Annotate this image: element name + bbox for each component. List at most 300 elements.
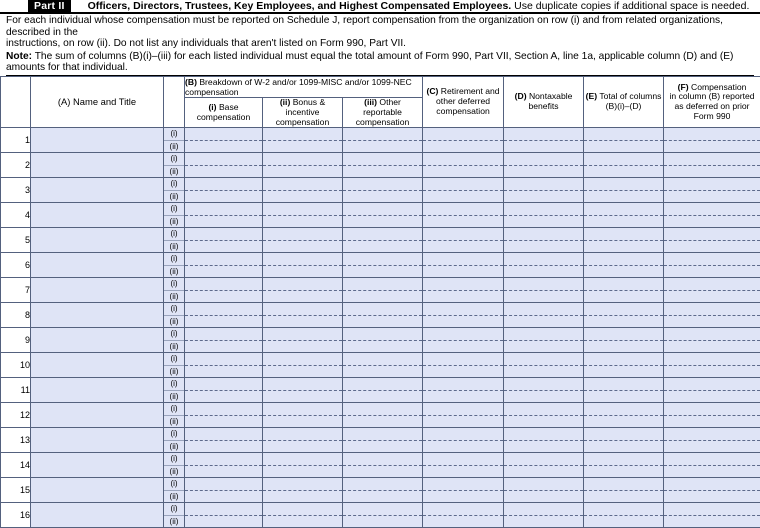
cell-c[interactable] <box>423 478 504 503</box>
cell-d-ii[interactable] <box>504 216 583 228</box>
cell-b-ii-i[interactable] <box>263 478 342 491</box>
cell-c[interactable] <box>423 328 504 353</box>
cell-c-ii[interactable] <box>423 216 503 228</box>
name-and-title-input[interactable] <box>31 353 164 378</box>
cell-c-ii[interactable] <box>423 141 503 153</box>
cell-b-i[interactable] <box>185 478 263 503</box>
cell-e[interactable] <box>584 428 664 453</box>
cell-e-i[interactable] <box>584 153 663 166</box>
cell-b-iii-ii[interactable] <box>343 316 422 328</box>
cell-e-ii[interactable] <box>584 191 663 203</box>
cell-b-i-ii[interactable] <box>185 216 262 228</box>
cell-b-ii[interactable] <box>263 478 343 503</box>
cell-e[interactable] <box>584 453 664 478</box>
name-and-title-input[interactable] <box>31 253 164 278</box>
cell-e-ii[interactable] <box>584 466 663 478</box>
cell-d[interactable] <box>504 228 584 253</box>
cell-b-ii-ii[interactable] <box>263 141 342 153</box>
cell-b-ii-ii[interactable] <box>263 266 342 278</box>
cell-b-i-i[interactable] <box>185 328 262 341</box>
cell-b-ii-i[interactable] <box>263 128 342 141</box>
cell-b-iii-ii[interactable] <box>343 516 422 528</box>
cell-b-iii-i[interactable] <box>343 178 422 191</box>
cell-c-ii[interactable] <box>423 466 503 478</box>
cell-b-i-i[interactable] <box>185 228 262 241</box>
cell-b-i-ii[interactable] <box>185 191 262 203</box>
cell-f-ii[interactable] <box>664 266 760 278</box>
cell-e-ii[interactable] <box>584 366 663 378</box>
cell-b-iii[interactable] <box>343 478 423 503</box>
cell-c-ii[interactable] <box>423 516 503 528</box>
cell-d-i[interactable] <box>504 153 583 166</box>
cell-d-ii[interactable] <box>504 491 583 503</box>
cell-d[interactable] <box>504 378 584 403</box>
cell-c[interactable] <box>423 128 504 153</box>
cell-d[interactable] <box>504 328 584 353</box>
cell-f[interactable] <box>664 328 760 353</box>
cell-b-i-i[interactable] <box>185 153 262 166</box>
cell-b-iii-ii[interactable] <box>343 341 422 353</box>
cell-d[interactable] <box>504 253 584 278</box>
cell-b-ii-ii[interactable] <box>263 416 342 428</box>
cell-e-ii[interactable] <box>584 391 663 403</box>
cell-e-i[interactable] <box>584 353 663 366</box>
cell-e[interactable] <box>584 378 664 403</box>
cell-d-i[interactable] <box>504 378 583 391</box>
cell-e-ii[interactable] <box>584 516 663 528</box>
cell-b-ii[interactable] <box>263 128 343 153</box>
cell-f[interactable] <box>664 378 760 403</box>
name-and-title-input[interactable] <box>31 178 164 203</box>
cell-c-i[interactable] <box>423 303 503 316</box>
cell-e-ii[interactable] <box>584 216 663 228</box>
cell-b-ii-i[interactable] <box>263 353 342 366</box>
cell-b-i[interactable] <box>185 353 263 378</box>
name-and-title-input[interactable] <box>31 328 164 353</box>
cell-b-i[interactable] <box>185 203 263 228</box>
cell-b-i-i[interactable] <box>185 203 262 216</box>
cell-c-ii[interactable] <box>423 441 503 453</box>
cell-d-i[interactable] <box>504 253 583 266</box>
cell-b-iii-i[interactable] <box>343 378 422 391</box>
cell-f-i[interactable] <box>664 253 760 266</box>
cell-b-i[interactable] <box>185 428 263 453</box>
cell-b-i-ii[interactable] <box>185 241 262 253</box>
cell-c-ii[interactable] <box>423 241 503 253</box>
cell-f[interactable] <box>664 203 760 228</box>
cell-e-i[interactable] <box>584 503 663 516</box>
cell-f[interactable] <box>664 478 760 503</box>
cell-b-i-i[interactable] <box>185 428 262 441</box>
cell-b-i-i[interactable] <box>185 278 262 291</box>
cell-f-ii[interactable] <box>664 441 760 453</box>
cell-b-i-ii[interactable] <box>185 441 262 453</box>
cell-d-ii[interactable] <box>504 441 583 453</box>
cell-d-i[interactable] <box>504 403 583 416</box>
cell-b-iii-i[interactable] <box>343 403 422 416</box>
cell-d-ii[interactable] <box>504 516 583 528</box>
cell-d-ii[interactable] <box>504 466 583 478</box>
name-and-title-input[interactable] <box>31 128 164 153</box>
cell-b-i[interactable] <box>185 228 263 253</box>
cell-f-ii[interactable] <box>664 191 760 203</box>
cell-c-i[interactable] <box>423 353 503 366</box>
cell-e[interactable] <box>584 478 664 503</box>
cell-b-iii-ii[interactable] <box>343 166 422 178</box>
cell-c-ii[interactable] <box>423 491 503 503</box>
cell-b-ii[interactable] <box>263 178 343 203</box>
cell-f-i[interactable] <box>664 203 760 216</box>
cell-c-ii[interactable] <box>423 266 503 278</box>
cell-e-i[interactable] <box>584 253 663 266</box>
cell-b-iii-i[interactable] <box>343 253 422 266</box>
cell-b-iii-ii[interactable] <box>343 266 422 278</box>
cell-c-ii[interactable] <box>423 416 503 428</box>
cell-e[interactable] <box>584 228 664 253</box>
cell-b-ii[interactable] <box>263 428 343 453</box>
cell-b-iii[interactable] <box>343 453 423 478</box>
cell-b-iii[interactable] <box>343 178 423 203</box>
cell-b-iii[interactable] <box>343 128 423 153</box>
cell-b-ii-ii[interactable] <box>263 491 342 503</box>
cell-e-ii[interactable] <box>584 166 663 178</box>
cell-b-ii-ii[interactable] <box>263 216 342 228</box>
cell-b-ii-ii[interactable] <box>263 441 342 453</box>
cell-f-i[interactable] <box>664 153 760 166</box>
cell-c[interactable] <box>423 203 504 228</box>
cell-b-iii-i[interactable] <box>343 303 422 316</box>
cell-c-i[interactable] <box>423 178 503 191</box>
cell-b-i[interactable] <box>185 453 263 478</box>
cell-f-ii[interactable] <box>664 216 760 228</box>
cell-b-i[interactable] <box>185 253 263 278</box>
cell-b-ii[interactable] <box>263 303 343 328</box>
cell-b-iii[interactable] <box>343 228 423 253</box>
cell-b-i-i[interactable] <box>185 403 262 416</box>
cell-d-i[interactable] <box>504 128 583 141</box>
cell-b-i-ii[interactable] <box>185 166 262 178</box>
cell-b-ii[interactable] <box>263 203 343 228</box>
cell-b-i-ii[interactable] <box>185 391 262 403</box>
cell-c-i[interactable] <box>423 503 503 516</box>
cell-e-i[interactable] <box>584 453 663 466</box>
cell-b-ii-ii[interactable] <box>263 366 342 378</box>
cell-e-ii[interactable] <box>584 316 663 328</box>
cell-b-i[interactable] <box>185 128 263 153</box>
cell-f-i[interactable] <box>664 328 760 341</box>
cell-d-ii[interactable] <box>504 341 583 353</box>
cell-c[interactable] <box>423 253 504 278</box>
cell-d[interactable] <box>504 478 584 503</box>
cell-f-i[interactable] <box>664 403 760 416</box>
cell-e-i[interactable] <box>584 178 663 191</box>
cell-e-ii[interactable] <box>584 416 663 428</box>
cell-b-i-i[interactable] <box>185 253 262 266</box>
cell-d-i[interactable] <box>504 478 583 491</box>
cell-d[interactable] <box>504 203 584 228</box>
cell-c[interactable] <box>423 378 504 403</box>
cell-b-ii-i[interactable] <box>263 328 342 341</box>
cell-f-ii[interactable] <box>664 366 760 378</box>
cell-b-ii-i[interactable] <box>263 278 342 291</box>
cell-d[interactable] <box>504 503 584 528</box>
cell-c[interactable] <box>423 353 504 378</box>
cell-b-i-ii[interactable] <box>185 341 262 353</box>
cell-f[interactable] <box>664 228 760 253</box>
cell-b-ii[interactable] <box>263 378 343 403</box>
cell-e-ii[interactable] <box>584 266 663 278</box>
cell-b-ii-ii[interactable] <box>263 516 342 528</box>
cell-c[interactable] <box>423 403 504 428</box>
cell-d-i[interactable] <box>504 278 583 291</box>
cell-b-ii-ii[interactable] <box>263 466 342 478</box>
cell-f-i[interactable] <box>664 353 760 366</box>
cell-f[interactable] <box>664 253 760 278</box>
cell-f-ii[interactable] <box>664 316 760 328</box>
cell-b-i-i[interactable] <box>185 453 262 466</box>
cell-b-ii-i[interactable] <box>263 203 342 216</box>
cell-b-ii[interactable] <box>263 228 343 253</box>
cell-f-ii[interactable] <box>664 166 760 178</box>
cell-f[interactable] <box>664 178 760 203</box>
name-and-title-input[interactable] <box>31 403 164 428</box>
cell-b-i[interactable] <box>185 503 263 528</box>
cell-b-i-ii[interactable] <box>185 291 262 303</box>
cell-d-ii[interactable] <box>504 366 583 378</box>
cell-b-iii-ii[interactable] <box>343 391 422 403</box>
cell-b-iii[interactable] <box>343 428 423 453</box>
cell-b-ii[interactable] <box>263 353 343 378</box>
cell-d[interactable] <box>504 303 584 328</box>
cell-c-i[interactable] <box>423 203 503 216</box>
cell-b-ii-ii[interactable] <box>263 191 342 203</box>
cell-b-iii-ii[interactable] <box>343 241 422 253</box>
cell-c[interactable] <box>423 453 504 478</box>
cell-b-ii-i[interactable] <box>263 153 342 166</box>
cell-c-i[interactable] <box>423 328 503 341</box>
cell-b-iii[interactable] <box>343 403 423 428</box>
cell-b-ii[interactable] <box>263 253 343 278</box>
cell-b-i[interactable] <box>185 153 263 178</box>
cell-b-ii[interactable] <box>263 278 343 303</box>
cell-b-iii-i[interactable] <box>343 228 422 241</box>
cell-b-iii[interactable] <box>343 203 423 228</box>
cell-b-ii-i[interactable] <box>263 178 342 191</box>
cell-b-ii[interactable] <box>263 153 343 178</box>
cell-e[interactable] <box>584 128 664 153</box>
cell-b-i-ii[interactable] <box>185 466 262 478</box>
cell-f-i[interactable] <box>664 303 760 316</box>
name-and-title-input[interactable] <box>31 278 164 303</box>
cell-f-ii[interactable] <box>664 341 760 353</box>
cell-d-i[interactable] <box>504 328 583 341</box>
name-and-title-input[interactable] <box>31 228 164 253</box>
cell-b-iii-ii[interactable] <box>343 291 422 303</box>
cell-b-ii[interactable] <box>263 503 343 528</box>
name-and-title-input[interactable] <box>31 203 164 228</box>
cell-b-ii-i[interactable] <box>263 228 342 241</box>
cell-c[interactable] <box>423 178 504 203</box>
cell-b-iii-i[interactable] <box>343 478 422 491</box>
cell-d-ii[interactable] <box>504 416 583 428</box>
cell-b-ii-ii[interactable] <box>263 341 342 353</box>
cell-b-iii-i[interactable] <box>343 128 422 141</box>
cell-e-i[interactable] <box>584 428 663 441</box>
cell-d-ii[interactable] <box>504 391 583 403</box>
cell-b-ii-ii[interactable] <box>263 241 342 253</box>
cell-b-i-ii[interactable] <box>185 141 262 153</box>
cell-b-ii-i[interactable] <box>263 403 342 416</box>
cell-b-iii-i[interactable] <box>343 278 422 291</box>
cell-b-ii-ii[interactable] <box>263 316 342 328</box>
cell-b-i-ii[interactable] <box>185 266 262 278</box>
cell-f-i[interactable] <box>664 278 760 291</box>
cell-b-ii[interactable] <box>263 453 343 478</box>
cell-e[interactable] <box>584 303 664 328</box>
cell-b-iii-ii[interactable] <box>343 416 422 428</box>
cell-b-i[interactable] <box>185 178 263 203</box>
cell-d[interactable] <box>504 178 584 203</box>
cell-c-ii[interactable] <box>423 366 503 378</box>
cell-e[interactable] <box>584 503 664 528</box>
cell-b-iii-ii[interactable] <box>343 216 422 228</box>
cell-f-i[interactable] <box>664 128 760 141</box>
cell-b-i[interactable] <box>185 303 263 328</box>
cell-e-i[interactable] <box>584 478 663 491</box>
cell-d-i[interactable] <box>504 428 583 441</box>
cell-e-ii[interactable] <box>584 141 663 153</box>
cell-b-iii-ii[interactable] <box>343 441 422 453</box>
cell-b-iii[interactable] <box>343 278 423 303</box>
cell-f[interactable] <box>664 128 760 153</box>
cell-b-iii-i[interactable] <box>343 328 422 341</box>
cell-c-i[interactable] <box>423 378 503 391</box>
cell-c-i[interactable] <box>423 128 503 141</box>
cell-e-ii[interactable] <box>584 341 663 353</box>
cell-e[interactable] <box>584 353 664 378</box>
cell-e-i[interactable] <box>584 203 663 216</box>
cell-f-ii[interactable] <box>664 516 760 528</box>
cell-f-i[interactable] <box>664 378 760 391</box>
cell-b-i-ii[interactable] <box>185 516 262 528</box>
cell-d-i[interactable] <box>504 303 583 316</box>
cell-b-iii[interactable] <box>343 503 423 528</box>
cell-b-i-ii[interactable] <box>185 491 262 503</box>
cell-d-ii[interactable] <box>504 316 583 328</box>
cell-e-i[interactable] <box>584 378 663 391</box>
name-and-title-input[interactable] <box>31 453 164 478</box>
cell-b-ii[interactable] <box>263 328 343 353</box>
cell-b-iii-i[interactable] <box>343 428 422 441</box>
cell-b-iii-i[interactable] <box>343 153 422 166</box>
cell-c[interactable] <box>423 153 504 178</box>
cell-c-ii[interactable] <box>423 166 503 178</box>
cell-d[interactable] <box>504 153 584 178</box>
cell-b-i[interactable] <box>185 278 263 303</box>
cell-e-ii[interactable] <box>584 291 663 303</box>
cell-e-i[interactable] <box>584 303 663 316</box>
cell-b-iii-i[interactable] <box>343 453 422 466</box>
cell-b-iii-i[interactable] <box>343 503 422 516</box>
cell-d[interactable] <box>504 403 584 428</box>
cell-b-i-ii[interactable] <box>185 316 262 328</box>
name-and-title-input[interactable] <box>31 153 164 178</box>
cell-b-iii-ii[interactable] <box>343 141 422 153</box>
cell-f-ii[interactable] <box>664 291 760 303</box>
cell-d-ii[interactable] <box>504 166 583 178</box>
name-and-title-input[interactable] <box>31 478 164 503</box>
cell-e[interactable] <box>584 328 664 353</box>
cell-b-iii-i[interactable] <box>343 203 422 216</box>
cell-f[interactable] <box>664 303 760 328</box>
cell-e[interactable] <box>584 203 664 228</box>
cell-e-i[interactable] <box>584 128 663 141</box>
cell-d-ii[interactable] <box>504 291 583 303</box>
cell-f-ii[interactable] <box>664 141 760 153</box>
cell-f-i[interactable] <box>664 428 760 441</box>
cell-f[interactable] <box>664 403 760 428</box>
cell-b-ii-i[interactable] <box>263 453 342 466</box>
cell-f[interactable] <box>664 428 760 453</box>
cell-c-i[interactable] <box>423 153 503 166</box>
cell-d[interactable] <box>504 428 584 453</box>
cell-d-ii[interactable] <box>504 266 583 278</box>
cell-c[interactable] <box>423 228 504 253</box>
cell-c-ii[interactable] <box>423 341 503 353</box>
cell-b-i-ii[interactable] <box>185 416 262 428</box>
cell-b-i-i[interactable] <box>185 353 262 366</box>
cell-b-iii[interactable] <box>343 353 423 378</box>
cell-d[interactable] <box>504 353 584 378</box>
cell-b-ii[interactable] <box>263 403 343 428</box>
cell-e-ii[interactable] <box>584 491 663 503</box>
cell-f-i[interactable] <box>664 453 760 466</box>
cell-b-i-ii[interactable] <box>185 366 262 378</box>
cell-e-i[interactable] <box>584 228 663 241</box>
cell-b-i-i[interactable] <box>185 303 262 316</box>
cell-e-i[interactable] <box>584 403 663 416</box>
cell-f[interactable] <box>664 503 760 528</box>
cell-c-i[interactable] <box>423 228 503 241</box>
cell-d-ii[interactable] <box>504 191 583 203</box>
cell-f[interactable] <box>664 453 760 478</box>
cell-d-i[interactable] <box>504 503 583 516</box>
name-and-title-input[interactable] <box>31 503 164 528</box>
cell-e-ii[interactable] <box>584 441 663 453</box>
cell-e-i[interactable] <box>584 328 663 341</box>
cell-b-iii[interactable] <box>343 303 423 328</box>
cell-e[interactable] <box>584 178 664 203</box>
cell-b-i-i[interactable] <box>185 503 262 516</box>
cell-b-iii-i[interactable] <box>343 353 422 366</box>
cell-c-i[interactable] <box>423 278 503 291</box>
cell-f-ii[interactable] <box>664 241 760 253</box>
cell-b-i[interactable] <box>185 328 263 353</box>
cell-f-ii[interactable] <box>664 466 760 478</box>
cell-e[interactable] <box>584 253 664 278</box>
cell-f[interactable] <box>664 153 760 178</box>
cell-b-ii-i[interactable] <box>263 303 342 316</box>
cell-e-ii[interactable] <box>584 241 663 253</box>
cell-d-ii[interactable] <box>504 241 583 253</box>
cell-b-i-i[interactable] <box>185 478 262 491</box>
cell-b-i[interactable] <box>185 403 263 428</box>
cell-c-i[interactable] <box>423 478 503 491</box>
cell-d-i[interactable] <box>504 203 583 216</box>
cell-d-i[interactable] <box>504 453 583 466</box>
cell-e-i[interactable] <box>584 278 663 291</box>
cell-b-iii-ii[interactable] <box>343 191 422 203</box>
